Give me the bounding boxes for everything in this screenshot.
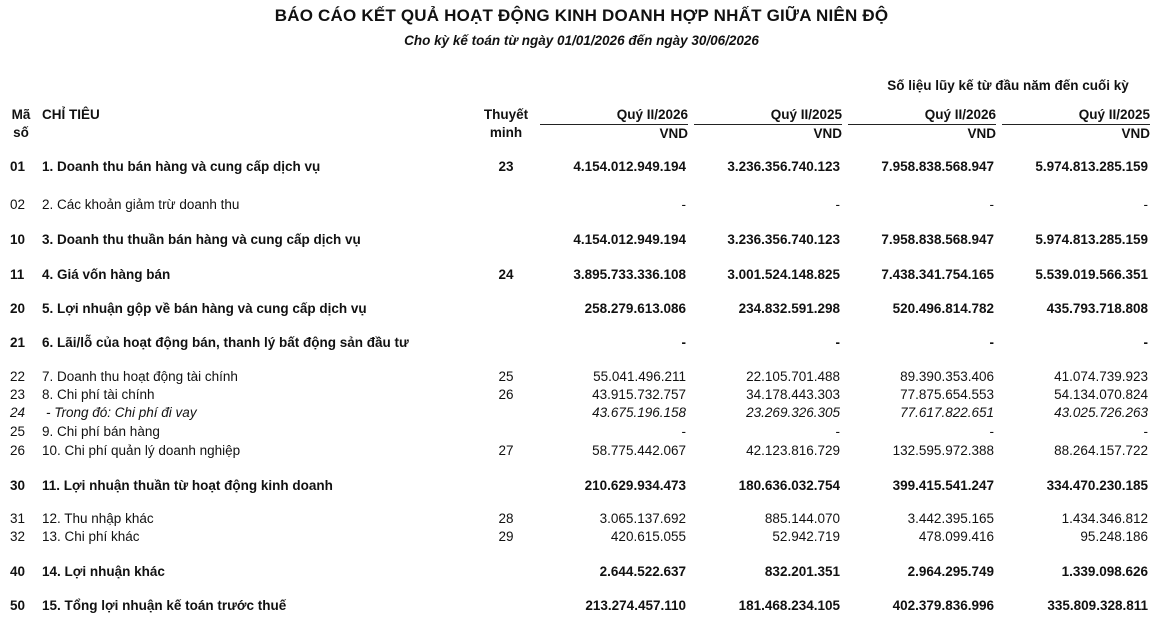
- row-indicator: 5. Lợi nhuận gộp về bán hàng và cung cấp dịch vụ: [42, 301, 367, 316]
- row-value-q2-2025: 3.001.524.148.825: [727, 267, 840, 282]
- row-value-ytd-2026: 7.958.838.568.947: [881, 232, 994, 247]
- row-value-q2-2026: -: [681, 335, 686, 350]
- row-value-q2-2025: 22.105.701.488: [746, 369, 840, 384]
- row-code: 21: [10, 335, 26, 350]
- row-value-ytd-2025: 88.264.157.722: [1054, 443, 1148, 458]
- table-row: [0, 300, 1163, 318]
- table-row: [0, 334, 1163, 352]
- row-value-q2-2026: 4.154.012.949.194: [573, 232, 686, 247]
- row-value-q2-2025: -: [835, 197, 840, 212]
- row-value-ytd-2026: 89.390.353.406: [900, 369, 994, 384]
- row-value-q2-2026: 258.279.613.086: [584, 301, 686, 316]
- row-note: 29: [498, 529, 514, 544]
- row-indicator: 2. Các khoản giảm trừ doanh thu: [42, 197, 240, 212]
- row-value-q2-2025: 3.236.356.740.123: [727, 232, 840, 247]
- row-value-ytd-2025: 334.470.230.185: [1046, 478, 1148, 493]
- row-value-q2-2026: 213.274.457.110: [585, 598, 686, 613]
- row-indicator: - Trong đó: Chi phí đi vay: [46, 405, 197, 420]
- row-value-q2-2026: 2.644.522.637: [599, 564, 686, 579]
- row-note: 28: [498, 511, 514, 526]
- row-value-ytd-2025: 335.809.328.811: [1047, 598, 1148, 613]
- row-indicator: 7. Doanh thu hoạt động tài chính: [42, 369, 238, 384]
- header-column-3-period: Quý II/2026: [924, 107, 996, 122]
- header-note: [478, 106, 534, 142]
- row-value-ytd-2025: 1.339.098.626: [1061, 564, 1148, 579]
- row-value-q2-2025: 52.942.719: [772, 529, 840, 544]
- row-indicator: 4. Giá vốn hàng bán: [42, 267, 171, 282]
- report-title: BÁO CÁO KẾT QUẢ HOẠT ĐỘNG KINH DOANH HỢP NHẤT GIỮA NIÊN ĐỘ: [274, 6, 889, 25]
- row-code: 25: [10, 424, 26, 439]
- table-row: [0, 423, 1163, 441]
- row-value-q2-2026: -: [681, 197, 686, 212]
- row-code: 10: [10, 232, 26, 247]
- row-indicator: 11. Lợi nhuận thuần từ hoạt động kinh doanh: [42, 478, 333, 493]
- row-indicator: 9. Chi phí bán hàng: [42, 424, 160, 439]
- row-indicator: 14. Lợi nhuận khác: [42, 564, 165, 579]
- row-value-q2-2025: 181.468.234.105: [738, 598, 840, 613]
- row-value-q2-2025: 234.832.591.298: [738, 301, 840, 316]
- row-code: 20: [10, 301, 26, 316]
- row-code: 11: [10, 267, 25, 282]
- row-code: 02: [10, 197, 26, 212]
- row-code: 30: [10, 478, 26, 493]
- header-column-1: [540, 106, 688, 143]
- row-value-q2-2026: 58.775.442.067: [592, 443, 686, 458]
- row-value-ytd-2025: -: [1143, 335, 1148, 350]
- row-value-ytd-2025: 41.074.739.923: [1054, 369, 1148, 384]
- header-column-4: [1002, 106, 1150, 143]
- row-value-ytd-2026: 7.438.341.754.165: [881, 267, 994, 282]
- row-value-q2-2025: 832.201.351: [764, 564, 840, 579]
- header-code-line1: Mã: [11, 107, 31, 122]
- row-note: 24: [498, 267, 514, 282]
- row-code: 24: [10, 405, 26, 420]
- table-row: [0, 196, 1163, 214]
- header-indicator: CHỈ TIÊU: [42, 107, 100, 122]
- cumulative-heading: Số liệu lũy kế từ đầu năm đến cuối kỳ: [887, 78, 1129, 93]
- row-code: 50: [10, 598, 26, 613]
- row-value-ytd-2025: 5.974.813.285.159: [1035, 159, 1148, 174]
- table-row: [0, 266, 1163, 284]
- row-value-ytd-2026: 7.958.838.568.947: [881, 159, 994, 174]
- table-row: [0, 442, 1163, 460]
- row-value-q2-2025: -: [835, 424, 840, 439]
- row-indicator: 13. Chi phí khác: [42, 529, 140, 544]
- row-note: 27: [498, 443, 514, 458]
- row-value-ytd-2025: 95.248.186: [1080, 529, 1148, 544]
- row-value-ytd-2025: 5.539.019.566.351: [1035, 267, 1148, 282]
- header-code-line2: số: [13, 125, 29, 140]
- row-value-q2-2026: -: [681, 424, 686, 439]
- row-code: 23: [10, 387, 26, 402]
- table-row: [0, 563, 1163, 581]
- table-row: [0, 404, 1163, 422]
- row-value-ytd-2025: 5.974.813.285.159: [1035, 232, 1148, 247]
- report-period: Cho kỳ kế toán từ ngày 01/01/2026 đến ngày 30/06/2026: [404, 33, 759, 48]
- row-note: 23: [498, 159, 514, 174]
- row-code: 01: [10, 159, 26, 174]
- row-indicator: 10. Chi phí quản lý doanh nghiệp: [42, 443, 241, 458]
- table-row: [0, 510, 1163, 528]
- row-value-ytd-2026: -: [989, 197, 994, 212]
- row-value-q2-2026: 3.895.733.336.108: [573, 267, 686, 282]
- row-value-q2-2025: 34.178.443.303: [746, 387, 840, 402]
- table-row: [0, 528, 1163, 546]
- row-value-ytd-2025: 1.434.346.812: [1061, 511, 1148, 526]
- table-row: [0, 386, 1163, 404]
- row-indicator: 15. Tổng lợi nhuận kế toán trước thuế: [42, 598, 287, 613]
- table-row: [0, 477, 1163, 495]
- header-column-2-period: Quý II/2025: [770, 107, 842, 122]
- header-column-1-period: Quý II/2026: [616, 107, 688, 122]
- header-code: [8, 106, 34, 142]
- row-value-q2-2025: 42.123.816.729: [746, 443, 840, 458]
- row-value-q2-2026: 210.629.934.473: [584, 478, 686, 493]
- header-column-1-unit: VND: [659, 126, 688, 141]
- row-value-q2-2026: 43.675.196.158: [592, 405, 686, 420]
- row-code: 22: [10, 369, 26, 384]
- row-value-q2-2026: 55.041.496.211: [593, 369, 686, 384]
- header-note-line1: Thuyết: [483, 107, 529, 122]
- table-row: [0, 597, 1163, 615]
- row-value-ytd-2026: 478.099.416: [918, 529, 994, 544]
- table-row: [0, 158, 1163, 176]
- row-code: 26: [10, 443, 26, 458]
- row-indicator: 8. Chi phí tài chính: [42, 387, 155, 402]
- row-indicator: 3. Doanh thu thuần bán hàng và cung cấp dịch vụ: [42, 232, 361, 247]
- row-value-ytd-2026: 2.964.295.749: [907, 564, 994, 579]
- row-indicator: 12. Thu nhập khác: [42, 511, 154, 526]
- row-value-q2-2025: 23.269.326.305: [746, 405, 840, 420]
- header-column-2: [694, 106, 842, 143]
- table-row: [0, 231, 1163, 249]
- row-code: 40: [10, 564, 26, 579]
- row-value-ytd-2026: 520.496.814.782: [892, 301, 994, 316]
- row-value-ytd-2026: 399.415.541.247: [892, 478, 994, 493]
- row-value-ytd-2026: -: [989, 424, 994, 439]
- row-value-ytd-2026: 402.379.836.996: [892, 598, 994, 613]
- row-indicator: 6. Lãi/lỗ của hoạt động bán, thanh lý bất động sản đầu tư: [42, 335, 409, 350]
- row-note: 25: [498, 369, 514, 384]
- header-column-3-unit: VND: [967, 126, 996, 141]
- header-column-2-unit: VND: [813, 126, 842, 141]
- row-value-ytd-2026: 3.442.395.165: [907, 511, 994, 526]
- header-column-4-period: Quý II/2025: [1078, 107, 1150, 122]
- row-indicator: 1. Doanh thu bán hàng và cung cấp dịch vụ: [42, 159, 321, 174]
- row-value-ytd-2025: -: [1143, 424, 1148, 439]
- row-value-ytd-2026: 132.595.972.388: [892, 443, 994, 458]
- row-value-q2-2026: 4.154.012.949.194: [573, 159, 686, 174]
- row-value-q2-2026: 43.915.732.757: [592, 387, 686, 402]
- row-code: 32: [10, 529, 26, 544]
- header-note-line2: minh: [489, 125, 523, 140]
- row-value-ytd-2026: -: [989, 335, 994, 350]
- header-column-3: [848, 106, 996, 143]
- row-value-q2-2026: 420.615.055: [610, 529, 686, 544]
- row-value-q2-2025: 3.236.356.740.123: [727, 159, 840, 174]
- row-value-q2-2025: 180.636.032.754: [738, 478, 840, 493]
- row-value-q2-2025: 885.144.070: [764, 511, 840, 526]
- row-value-ytd-2025: 43.025.726.263: [1054, 405, 1148, 420]
- row-value-ytd-2025: 54.134.070.824: [1054, 387, 1148, 402]
- row-value-q2-2025: -: [835, 335, 840, 350]
- row-code: 31: [10, 511, 26, 526]
- row-note: 26: [498, 387, 514, 402]
- row-value-ytd-2025: 435.793.718.808: [1046, 301, 1148, 316]
- row-value-ytd-2026: 77.875.654.553: [900, 387, 994, 402]
- row-value-q2-2026: 3.065.137.692: [599, 511, 686, 526]
- table-row: [0, 368, 1163, 386]
- row-value-ytd-2025: -: [1143, 197, 1148, 212]
- row-value-ytd-2026: 77.617.822.651: [900, 405, 994, 420]
- header-column-4-unit: VND: [1121, 126, 1150, 141]
